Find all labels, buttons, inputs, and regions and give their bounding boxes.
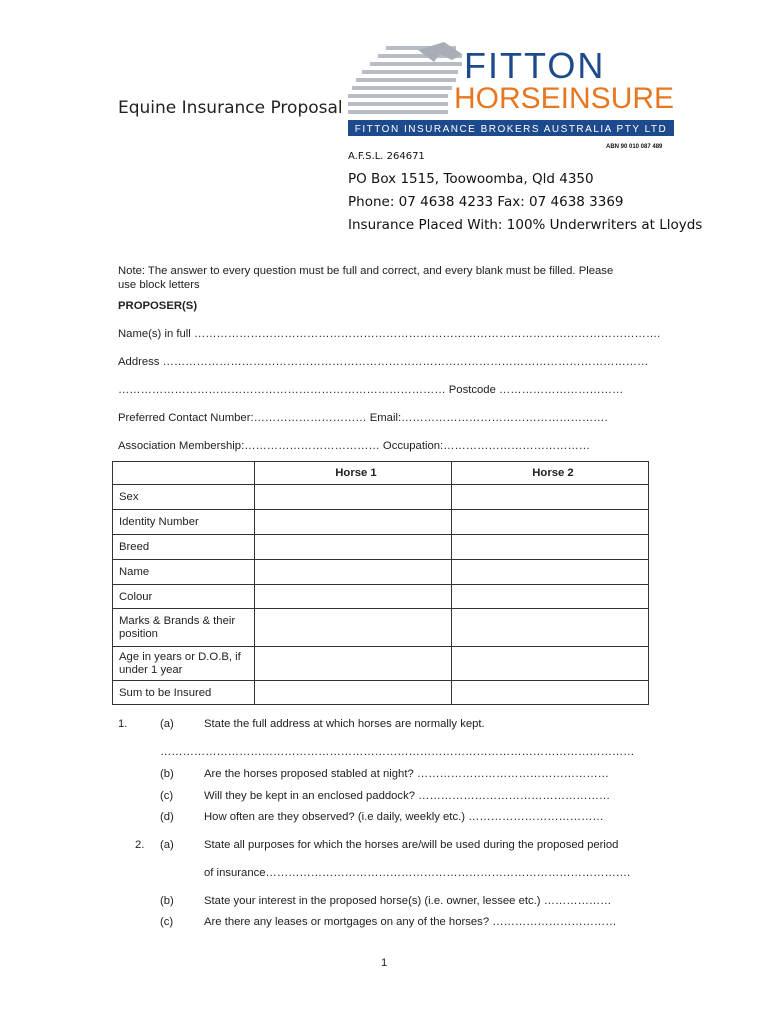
question-2c-text[interactable]: Are there any leases or mortgages on any of the horses? …………………………… [204, 916, 617, 928]
horse-2-cell[interactable] [452, 609, 649, 647]
question-1b-text[interactable]: Are the horses proposed stabled at night? …………………………………………… [204, 768, 609, 780]
names-field[interactable]: Name(s) in full ……………………………………………………………………………………………………………. [118, 328, 661, 340]
address-postcode-field[interactable]: …………………………………………………………………………… Postcode …………………………… [118, 384, 624, 396]
table-row [113, 647, 649, 681]
table-row [113, 560, 649, 585]
postal-address: PO Box 1515, Toowoomba, Qld 4350 [348, 171, 594, 187]
row-label-sex: Sex [113, 485, 255, 510]
question-2c-label: (c) [160, 916, 174, 928]
table-row [113, 510, 649, 535]
horse-1-cell[interactable] [255, 609, 452, 647]
question-1b-label: (b) [160, 768, 174, 780]
horse-1-cell[interactable] [255, 560, 452, 585]
horse-2-cell[interactable] [452, 535, 649, 560]
question-1c-text[interactable]: Will they be kept in an enclosed paddock? …………………………………………… [204, 790, 611, 802]
table-row [113, 609, 649, 647]
horse-details-table [112, 461, 649, 705]
horse-1-cell[interactable] [255, 647, 452, 681]
fitton-horseinsure-logo [348, 42, 678, 140]
logo-banner-text: FITTON INSURANCE BROKERS AUSTRALIA PTY LTD [354, 124, 668, 135]
row-label-colour: Colour [113, 585, 255, 609]
question-1d-label: (d) [160, 811, 174, 823]
question-2-number: 2. [135, 839, 145, 851]
horse-2-cell[interactable] [452, 585, 649, 609]
phone-fax: Phone: 07 4638 4233 Fax: 07 4638 3369 [348, 194, 624, 210]
question-1-number: 1. [118, 718, 128, 730]
question-2a-answer-line[interactable]: of insurance……………………………………………………………………………………. [204, 867, 631, 879]
horse-2-cell[interactable] [452, 560, 649, 585]
question-2a-text: State all purposes for which the horses are/will be used during the proposed period [204, 839, 619, 851]
table-row [113, 485, 649, 510]
horse-1-cell[interactable] [255, 585, 452, 609]
row-label-identity-number: Identity Number [113, 510, 255, 535]
logo-fitton-text: FITTON [464, 45, 606, 86]
table-row [113, 585, 649, 609]
row-label-age: Age in years or D.O.B, if under 1 year [113, 647, 255, 681]
address-field[interactable]: Address ………………………………………………………………………………………………………………… [118, 356, 649, 368]
horse-2-cell[interactable] [452, 681, 649, 705]
table-row [113, 681, 649, 705]
note-line-2: use block letters [118, 279, 200, 291]
question-1a-text: State the full address at which horses are normally kept. [204, 718, 485, 730]
row-label-breed: Breed [113, 535, 255, 560]
table-header-row [113, 462, 649, 485]
page-number: 1 [381, 957, 388, 969]
afsl-number: A.F.S.L. 264671 [348, 151, 425, 162]
abn-number: ABN 90 010 087 489 [606, 144, 663, 150]
horse-2-cell[interactable] [452, 647, 649, 681]
question-2b-label: (b) [160, 895, 174, 907]
table-header-blank [113, 462, 255, 485]
insurer-line: Insurance Placed With: 100% Underwriters at Lloyds [348, 217, 703, 233]
table-header-horse-2: Horse 2 [452, 462, 649, 485]
table-row [113, 535, 649, 560]
proposer-heading: PROPOSER(S) [118, 300, 198, 312]
question-1d-text[interactable]: How often are they observed? (i.e daily, weekly etc.) ……………………………… [204, 811, 604, 823]
row-label-name: Name [113, 560, 255, 585]
horse-1-cell[interactable] [255, 485, 452, 510]
row-label-marks-brands: Marks & Brands & their position [113, 609, 255, 647]
question-1a-answer-line[interactable]: ……………………………………………………………………………………………………………… [160, 746, 635, 758]
row-label-sum-insured: Sum to be Insured [113, 681, 255, 705]
note-line-1: Note: The answer to every question must be full and correct, and every blank must be filled. Please [118, 265, 614, 277]
logo-horseinsure-text: HORSEINSURE [454, 82, 675, 115]
horse-2-cell[interactable] [452, 510, 649, 535]
membership-occupation-field[interactable]: Association Membership:……………………………… Occupation:………………………………… [118, 440, 591, 452]
page-title: Equine Insurance Proposal [118, 98, 343, 118]
table-header-horse-1: Horse 1 [255, 462, 452, 485]
horse-1-cell[interactable] [255, 681, 452, 705]
question-2b-text[interactable]: State your interest in the proposed horse(s) (i.e. owner, lessee etc.) ……………… [204, 895, 612, 907]
question-1c-label: (c) [160, 790, 174, 802]
horse-1-cell[interactable] [255, 535, 452, 560]
horse-stripes-icon [348, 42, 462, 114]
horse-1-cell[interactable] [255, 510, 452, 535]
contact-email-field[interactable]: Preferred Contact Number:………………………… Email:………………………………………………. [118, 412, 608, 424]
horse-2-cell[interactable] [452, 485, 649, 510]
question-1a-label: (a) [160, 718, 174, 730]
question-2a-label: (a) [160, 839, 174, 851]
